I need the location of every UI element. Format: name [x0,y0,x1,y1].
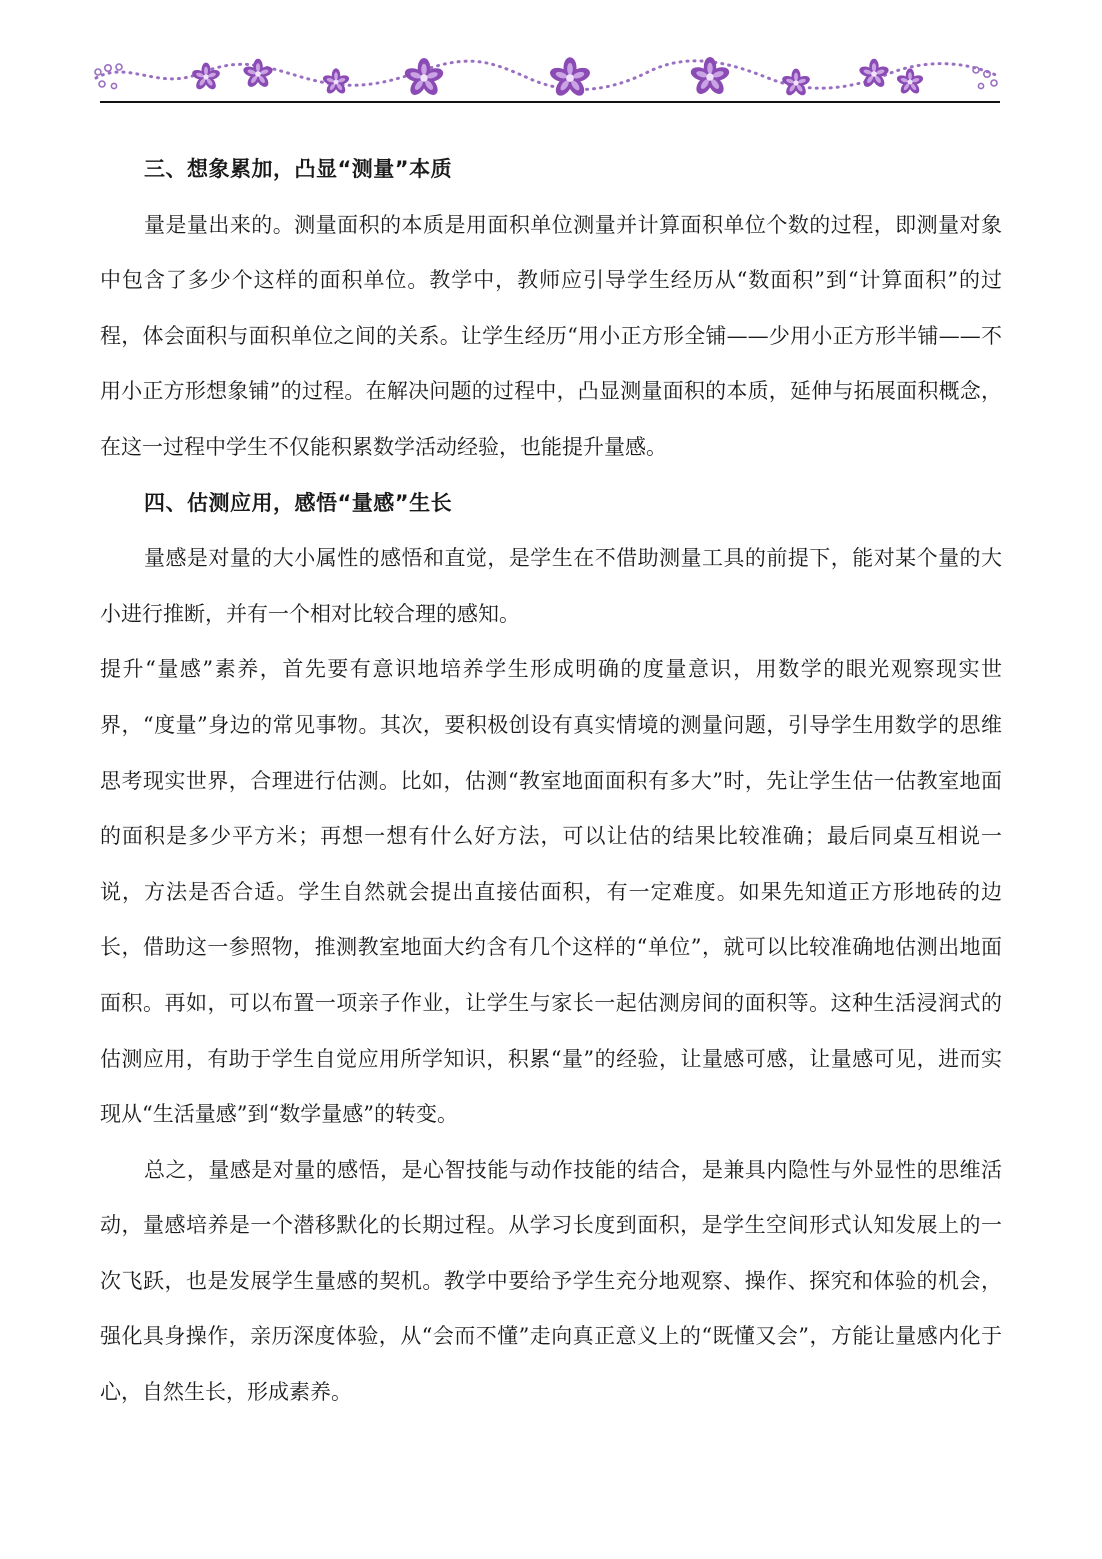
section-heading: 三、想象累加，凸显“测量”本质 [144,157,453,181]
flower-icon [858,59,890,89]
paragraph: 量感是对量的大小属性的感悟和直觉，是学生在不借助测量工具的前提下，能对某个量的大小进行推断，并有一个相对比较合理的感知。 [100,546,1002,626]
flower-icon [689,57,731,97]
flower-icon [548,57,592,98]
flower-icon [896,68,924,95]
flower-icon [322,68,350,95]
floral-header-border [88,50,1006,106]
flower-icon [781,69,811,98]
document-body [100,142,1002,1421]
section-heading: 四、估测应用，感悟“量感”生长 [144,490,453,515]
flower-icon [191,63,221,92]
paragraph: 量是量出来的。测量面积的本质是用面积单位测量并计算面积单位个数的过程，即测量对象中包含了多少个这样的面积单位。教学中，教师应引导学生经历从“数面积”到“计算面积”的过程，体会面积与面积单位之间的关系。让学生经历“用小正方形全铺——少用小正方形半铺——不用小正方形想象铺”的过程。在解决问题的过程中，凸显测量面积的本质，延伸与拓展面积概念，在这一过程中学生不仅能积累数学活动经验，也能提升量感。 [100,212,1002,459]
paragraph: 提升“量感”素养，首先要有意识地培养学生形成明确的度量意识，用数学的眼光观察现实世界，“度量”身边的常见事物。其次，要积极创设有真实情境的测量问题，引导学生用数学的思维思考现实世界，合理进行估测。比如，估测“教室地面面积有多大”时，先让学生估一估教室地面的面积是多少平方米；再想一想有什么好方法，可以让估的结果比较准确；最后同桌互相说一说，方法是否合适。学生自然就会提出直接估面积，有一定难度。如果先知道正方形地砖的边长，借助这一参照物，推测教室地面大约含有几个这样的“单位”，就可以比较准确地估测出地面面积。再如，可以布置一项亲子作业，让学生与家长一起估测房间的面积等。这种生活浸润式的估测应用，有助于学生自觉应用所学知识，积累“量”的经验，让量感可感，让量感可见，进而实现从“生活量感”到“数学量感”的转变。 [100,657,1002,1127]
paragraph: 总之，量感是对量的感悟，是心智技能与动作技能的结合，是兼具内隐性与外显性的思维活动，量感培养是一个潜移默化的长期过程。从学习长度到面积，是学生空间形式认知发展上的一次飞跃，也是发展学生量感的契机。教学中要给予学生充分地观察、操作、探究和体验的机会，强化具身操作，亲历深度体验，从“会而不懂”走向真正意义上的“既懂又会”，方能让量感内化于心，自然生长，形成素养。 [100,1157,1002,1405]
